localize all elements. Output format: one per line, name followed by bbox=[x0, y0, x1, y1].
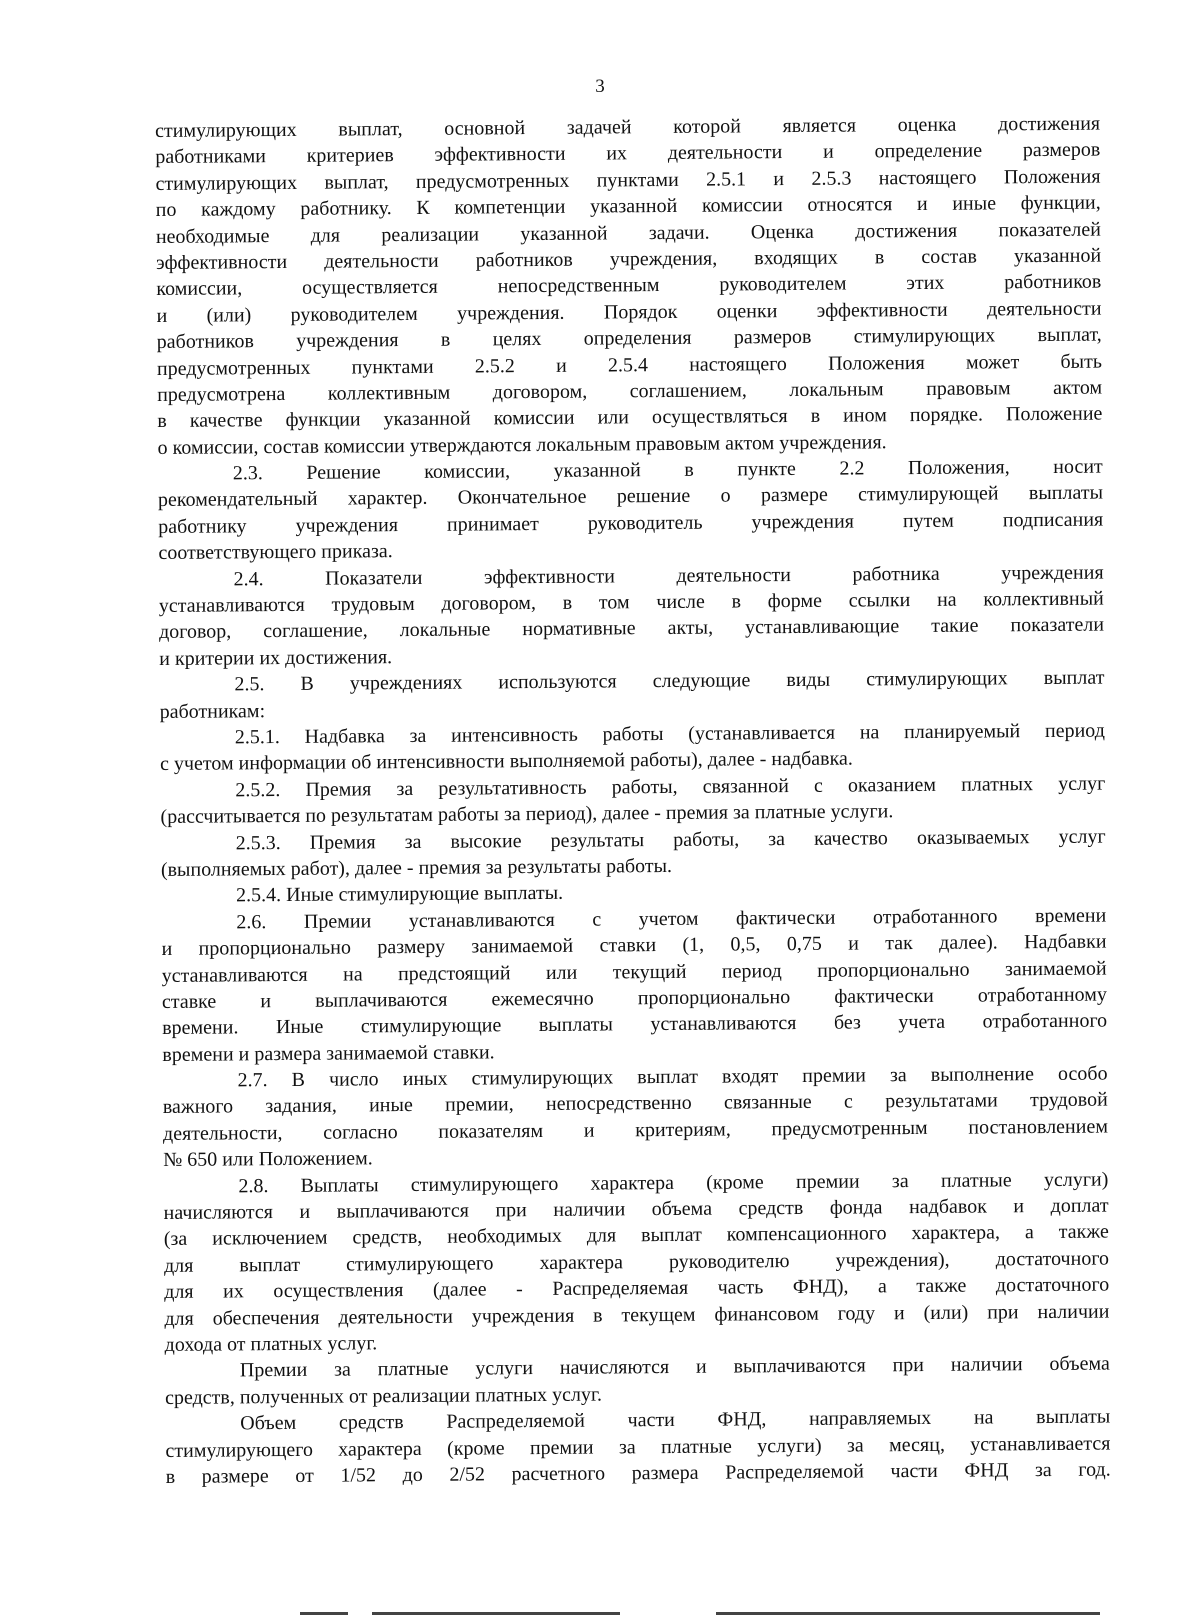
text-line: стимулирующих выплат, основной задачей которой является оценка достижения bbox=[155, 112, 1101, 142]
text-line: комиссии, осуществляется непосредственным руководителем этих работников bbox=[156, 270, 1102, 301]
text-line: (выполняемых работ), далее - премия за результаты работы. bbox=[160, 854, 673, 881]
text-line: стимулирующих выплат, предусмотренных пунктами 2.5.1 и 2.5.3 настоящего Положения bbox=[155, 165, 1101, 195]
text-line: устанавливаются трудовым договором, в том числе в форме ссылки на коллективный bbox=[158, 587, 1104, 618]
paragraph-2-5-first-line: 2.5. В учреждениях используются следующие виды стимулирующих выплат bbox=[234, 666, 1105, 696]
paragraph-obem-first-line: Объем средств Распределяемой части ФНД, направляемых на выплаты bbox=[240, 1405, 1111, 1435]
text-line: стимулирующего характера (кроме премии за платные услуги) за месяц, устанавливается bbox=[165, 1432, 1111, 1462]
text-line: о комиссии, состав комиссии утверждаются локальным правовым актом учреждения. bbox=[157, 430, 887, 459]
paragraph-premii-first-line: Премии за платные услуги начисляются и выплачиваются при наличии объема bbox=[239, 1352, 1110, 1382]
text-line: по каждому работнику. К компетенции указанной комиссии относятся и иные функции, bbox=[155, 191, 1101, 222]
text-line: средств, полученных от реализации платных услуг. bbox=[164, 1383, 602, 1409]
text-line: ставке и выплачиваются ежемесячно пропорционально фактически отработанному bbox=[161, 983, 1107, 1013]
text-line: № 650 или Положением. bbox=[163, 1147, 373, 1172]
text-line: работников учреждения в целях определения размеров стимулирующих выплат, bbox=[156, 323, 1102, 354]
paragraph-2-3-first-line: 2.3. Решение комиссии, указанной в пункте 2.2 Положения, носит bbox=[232, 455, 1103, 485]
text-line: начисляются и выплачиваются при наличии объема средств фонда надбавок и доплат bbox=[163, 1194, 1109, 1224]
paragraph-2-5-2-first-line: 2.5.2. Премия за результативность работы, связанной с оказанием платных услуг bbox=[235, 772, 1106, 802]
document-body bbox=[155, 111, 1111, 1491]
text-line: дохода от платных услуг. bbox=[164, 1332, 378, 1356]
paragraph-2-5-3-first-line: 2.5.3. Премия за высокие результаты работы, за качество оказываемых услуг bbox=[235, 825, 1106, 854]
text-line: важного задания, иные премии, непосредственно связанные с результатами трудовой bbox=[162, 1089, 1108, 1119]
text-line: предусмотренных пунктами 2.5.2 и 2.5.4 настоящего Положения может быть bbox=[156, 350, 1103, 380]
paragraph-2-5-4: 2.5.4. Иные стимулирующие выплаты. bbox=[236, 882, 564, 907]
text-line: необходимые для реализации указанной задачи. Оценка достижения показателей bbox=[155, 218, 1101, 248]
text-line: предусмотрена коллективным договором, соглашением, локальным правовым актом bbox=[157, 376, 1103, 406]
text-line: (за исключением средств, необходимых для выплат компенсационного характера, а также bbox=[163, 1220, 1109, 1251]
scan-edge-artifact bbox=[300, 1612, 1100, 1615]
text-line: для их осуществления (далее - Распределяемая часть ФНД), а также достаточного bbox=[164, 1273, 1110, 1304]
paragraph-2-5-1-first-line: 2.5.1. Надбавка за интенсивность работы (устанавливается на планируемый период bbox=[234, 719, 1105, 749]
text-line: в качестве функции указанной комиссии или осуществляться в ином порядке. Положение bbox=[157, 402, 1103, 433]
text-line: для выплат стимулирующего характера руководителю учреждения), достаточного bbox=[163, 1247, 1110, 1277]
text-line: эффективности деятельности работников учреждения, входящих в состав указанной bbox=[156, 244, 1102, 274]
text-line: устанавливаются на предстоящий или текущий период пропорционально занимаемой bbox=[161, 957, 1107, 987]
text-line: соответствующего приказа. bbox=[158, 540, 393, 565]
text-line: договор, соглашение, локальные нормативные акты, устанавливающие такие показатели bbox=[158, 613, 1105, 644]
text-line: работниками критериев эффективности их деятельности и определение размеров bbox=[155, 138, 1101, 169]
paragraph-2-7-first-line: 2.7. В число иных стимулирующих выплат входят премии за выполнение особо bbox=[237, 1062, 1108, 1092]
paragraph-2-4-first-line: 2.4. Показатели эффективности деятельности работника учреждения bbox=[233, 561, 1104, 591]
text-line: времени и размера занимаемой ставки. bbox=[162, 1041, 495, 1066]
text-line: для обеспечения деятельности учреждения в текущем финансовом году и (или) при наличии bbox=[164, 1300, 1110, 1330]
text-line: (рассчитывается по результатам работы за период), далее - премия за платные услуги. bbox=[160, 800, 894, 829]
text-line: рекомендательный характер. Окончательное решение о размере стимулирующей выплаты bbox=[157, 482, 1104, 512]
text-line: работнику учреждения принимает руководитель учреждения путем подписания bbox=[158, 508, 1104, 538]
text-line: с учетом информации об интенсивности выполняемой работы), далее - надбавка. bbox=[159, 747, 853, 776]
paragraph-2-6-first-line: 2.6. Премии устанавливаются с учетом фактически отработанного времени bbox=[236, 904, 1107, 934]
text-line: деятельности, согласно показателям и критериям, предусмотренным постановлением bbox=[162, 1115, 1109, 1145]
paragraph-2-8-first-line: 2.8. Выплаты стимулирующего характера (кроме премии за платные услуги) bbox=[238, 1168, 1109, 1198]
text-line: и критерии их достижения. bbox=[159, 645, 393, 670]
text-line: работникам: bbox=[159, 699, 266, 723]
text-line: и пропорционально размеру занимаемой ставки (1, 0,5, 0,75 и так далее). Надбавки bbox=[161, 930, 1107, 961]
page-number: 3 bbox=[595, 76, 605, 97]
text-line: и (или) руководителем учреждения. Порядок оценки эффективности деятельности bbox=[156, 297, 1102, 327]
text-line: времени. Иные стимулирующие выплаты устанавливаются без учета отработанного bbox=[162, 1009, 1108, 1040]
text-line: в размере от 1/52 до 2/52 расчетного размера Распределяемой части ФНД за год. bbox=[165, 1458, 1111, 1488]
